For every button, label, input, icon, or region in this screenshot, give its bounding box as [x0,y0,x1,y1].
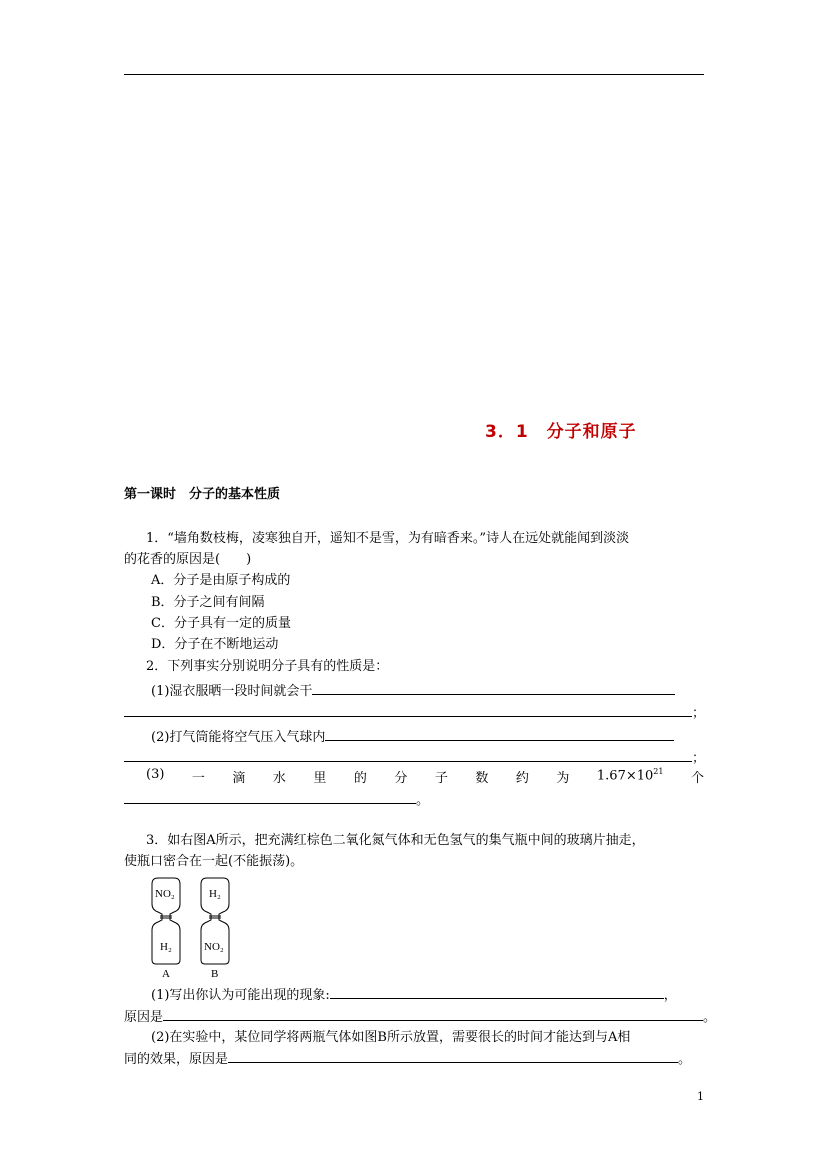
q3-sub1 [151,984,677,1006]
bottle-b-top-label: H₂ [209,888,221,900]
q2-item3-word: 为 [556,771,570,786]
q2-item3-number [597,767,664,786]
page-number: 1 [697,1090,704,1103]
q3-sub1-text: (1)写出你认为可能出现的现象: [151,988,330,1003]
q3-stem-line2: 使瓶口密合在一起(不能振荡)。 [124,854,304,869]
q3-sub1-reason [124,1006,716,1028]
q3-sub2-text: 同的效果，原因是 [124,1052,229,1067]
q2-item3-word: 约 [515,771,529,786]
q2-item1-text: (1)湿衣服晒一段时间就会干 [151,684,313,699]
section-title: 第一课时 分子的基本性质 [124,487,281,502]
q2-item3-word: 数 [475,771,489,786]
page-title: 3．1 分子和原子 [485,422,637,442]
q2-item1-blank[interactable] [312,680,675,695]
q1-option-d: D．分子在不断地运动 [151,637,279,652]
q2-item3 [146,767,704,786]
q2-item1-blank-line2[interactable] [124,702,692,717]
q2-item2-blank[interactable] [325,726,674,741]
q3-sub1-blank[interactable] [330,984,664,999]
q2-item3-exponent: 21 [653,767,664,776]
q2-item3-word: 滴 [232,771,246,786]
q2-item3-word: (3) [146,767,165,782]
figure-label-b: B [211,968,219,980]
q1-stem-line1: 1．“墙角数枝梅，凌寒独自开，遥知不是雪，为有暗香来。”诗人在远处就能闻到淡淡 [146,531,630,546]
gas-bottles-figure [148,876,243,981]
q2-item1-continuation [124,702,705,724]
q2-item2-semicolon: ； [692,751,706,766]
q2-item2-text: (2)打气筒能将空气压入气球内 [151,730,326,745]
q2-item3-word: 一 [191,771,205,786]
q2-item3-word: 分 [394,771,408,786]
q2-item2 [151,726,674,748]
bottle-b-bottom-label: NO₂ [204,941,224,953]
q2-stem: 2．下列事实分别说明分子具有的性质是： [146,659,389,674]
bottle-a-top-label: NO₂ [155,888,175,900]
q1-stem-line2: 的花香的原因是( ) [124,552,252,567]
q3-stem-line1: 3．如右图A所示，把充满红棕色二氧化氮气体和无色氢气的集气瓶中间的玻璃片抽走， [146,833,645,848]
q2-item3-mantissa: 1.67×10 [596,768,654,784]
q1-option-a: A．分子是由原子构成的 [151,573,291,588]
q2-item1-semicolon: ； [692,706,706,721]
q3-sub1-period: 。 [703,1010,717,1025]
q3-sub2-blank[interactable] [228,1048,678,1063]
q3-sub2-line1: (2)在实验中，某位同学将两瓶气体如图B所示放置，需要很长的时间才能达到与A相 [151,1030,631,1045]
bottle-a-bottom-label: H₂ [160,941,172,953]
q3-sub2-period: 。 [678,1052,692,1067]
q3-sub2-line2 [124,1048,691,1070]
figure-label-a: A [162,968,170,980]
q2-item3-word: 子 [434,771,448,786]
q1-option-c: C．分子具有一定的质量 [151,616,291,631]
q2-item3-continuation [124,789,429,811]
q2-item3-blank[interactable] [124,789,416,804]
q2-item2-blank-line2[interactable] [124,747,692,762]
q2-item3-word: 个 [690,771,704,786]
q2-item3-word: 的 [353,771,367,786]
q2-item3-word: 水 [272,771,286,786]
q2-item3-word: 里 [313,771,327,786]
q2-item1 [151,680,675,702]
q3-sub1-reason-text: 原因是 [124,1010,164,1025]
q3-sub1-reason-blank[interactable] [163,1006,703,1021]
q1-option-b: B．分子之间有间隔 [151,595,265,610]
header-rule [124,74,704,75]
q2-item2-continuation [124,747,705,769]
q2-item3-period: 。 [416,793,430,808]
q3-sub1-comma: ， [663,988,677,1003]
